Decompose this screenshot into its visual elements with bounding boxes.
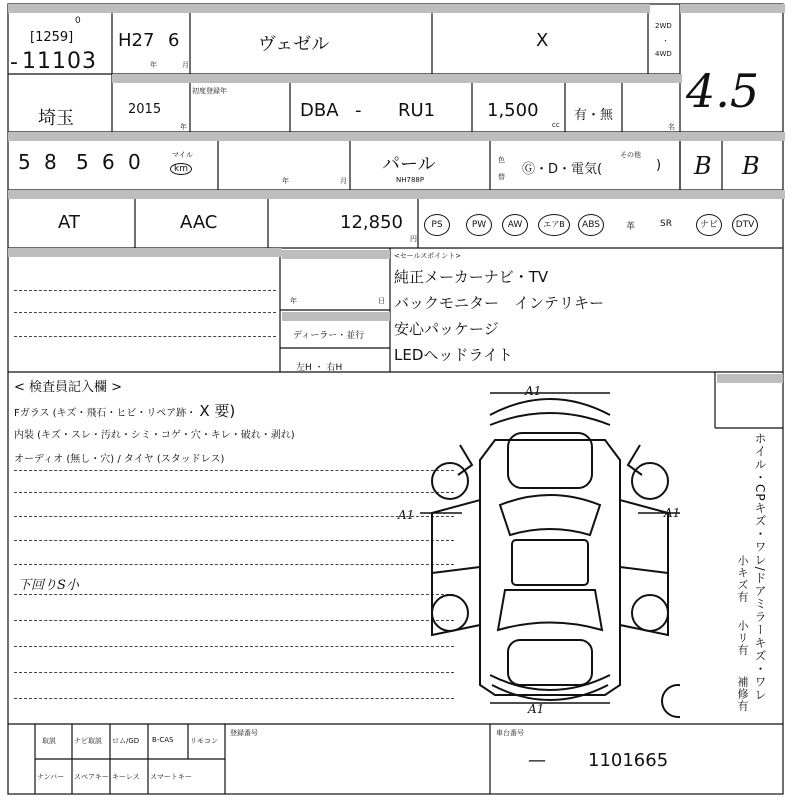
- inspector-line-glass: [14, 400, 235, 421]
- equip-dtv: DTV: [732, 214, 758, 236]
- car-diagram: [420, 385, 680, 720]
- inspection-day-unit: 日: [378, 297, 385, 305]
- model-dash: -: [355, 100, 362, 121]
- chassis-number: 1101665: [588, 750, 669, 771]
- lot-prefix: [1259]: [30, 30, 74, 45]
- reg-number-label: 登録番号: [230, 729, 258, 737]
- glass-text: Fガラス (キズ・飛石・ヒビ・リペア跡・: [14, 408, 197, 419]
- fuel-other: その他: [620, 151, 641, 159]
- mileage-unit-km: km: [170, 163, 192, 175]
- vertical-note-small-scratch: 小キズ有: [736, 555, 749, 603]
- equip-ps: PS: [424, 214, 450, 236]
- displacement-unit: cc: [552, 121, 560, 129]
- import-options: ディーラー・並行: [293, 331, 365, 341]
- era-year: H27: [118, 30, 155, 51]
- recycle-unit: 円: [410, 235, 417, 243]
- mileage-unit-mile: マイル: [172, 151, 193, 159]
- inspection-year-unit: 年: [290, 297, 297, 305]
- footer-item: ナビ取説: [74, 737, 102, 745]
- damage-label-front: A1: [525, 384, 542, 398]
- drive-separator: ・: [662, 37, 669, 45]
- color: パール: [382, 154, 436, 175]
- lot-number: 11103: [22, 49, 97, 74]
- model-prefix: DBA: [300, 100, 339, 121]
- sales-point: 安心パッケージ: [394, 320, 499, 338]
- reg-month: 6: [168, 30, 180, 51]
- footer-item: 取説: [42, 737, 56, 745]
- model-code: RU1: [398, 100, 436, 121]
- equip-sunroof: SR: [660, 219, 672, 229]
- damage-label-right: A1: [664, 506, 681, 520]
- vertical-note-repair: 補修有: [736, 676, 749, 712]
- footer-item: スマートキー: [150, 773, 192, 781]
- equip-airbag: エアB: [538, 214, 570, 236]
- mileage-digit: 5: [76, 150, 89, 174]
- mileage-digit: 6: [102, 150, 115, 174]
- interior-score: B: [694, 152, 712, 180]
- glass-mark: X 要): [199, 402, 236, 420]
- inspector-line-audio: オーディオ (無し・穴) / タイヤ (スタッドレス): [14, 454, 225, 465]
- option-yes-no: 有・無: [574, 108, 614, 123]
- inspector-title: < 検査員記入欄 >: [14, 380, 123, 395]
- year-unit: 年: [150, 61, 157, 69]
- handwritten-note: 下回りS小: [18, 578, 79, 593]
- recycle-fee: 12,850: [340, 212, 403, 233]
- sales-points-label: <セールスポイント>: [394, 252, 462, 260]
- footer-item: B-CAS: [152, 736, 174, 744]
- date-year-unit: 年: [282, 177, 289, 185]
- equip-navi: ナビ: [696, 214, 722, 236]
- displacement: 1,500: [487, 100, 539, 121]
- footer-item: キーレス: [112, 773, 140, 781]
- lot-mark: -: [10, 50, 18, 75]
- grade: X: [536, 30, 549, 51]
- drive-4wd: 4WD: [655, 50, 672, 58]
- month-unit: 月: [182, 61, 189, 69]
- small-mark: 0: [75, 16, 81, 26]
- mileage-digit: 0: [128, 150, 141, 174]
- footer-item: スペアキー: [74, 773, 109, 781]
- sales-point: バックモニター インテリキー: [394, 294, 605, 312]
- equip-abs: ABS: [578, 214, 604, 236]
- mileage: [18, 150, 150, 174]
- fuel-close: ): [656, 158, 662, 173]
- footer-item: ナンバー: [37, 773, 65, 781]
- sales-point: 純正メーカーナビ・TV: [394, 268, 549, 286]
- damage-label-rear: A1: [528, 702, 545, 716]
- equip-pw: PW: [466, 214, 492, 236]
- equip-leather: 革: [626, 222, 636, 232]
- exterior-score: B: [742, 152, 760, 180]
- chassis-label: 車台番号: [496, 729, 524, 737]
- model-year-unit: 年: [180, 123, 187, 131]
- vertical-note-small-dent: 小リ有: [736, 620, 749, 656]
- first-reg-note: 初度登録年: [192, 87, 227, 95]
- footer-item: ロム/GD: [112, 737, 140, 745]
- mileage-digit: 8: [44, 150, 57, 174]
- chassis-dash: —: [528, 750, 546, 771]
- vertical-note-wheels: ホイル・CPキズ・ワレ/ドアミラーキズ・ワレ: [753, 432, 767, 702]
- sales-points: [394, 264, 604, 368]
- footer-item: リモコン: [190, 737, 218, 745]
- color-label-bottom: 替: [498, 173, 505, 181]
- mileage-digit: 5: [18, 150, 31, 174]
- location: 埼玉: [38, 108, 74, 129]
- model-year: 2015: [128, 102, 162, 117]
- transmission: AT: [58, 212, 80, 233]
- overall-score: 4.5: [686, 64, 760, 118]
- color-code: NH788P: [396, 176, 425, 184]
- car-name: ヴェゼル: [258, 34, 330, 55]
- steering-options: 左H ・ 右H: [296, 363, 343, 373]
- drive-2wd: 2WD: [655, 22, 672, 30]
- equip-aw: AW: [502, 214, 528, 236]
- damage-label-left: A1: [398, 508, 415, 522]
- date-month-unit: 月: [340, 177, 347, 185]
- fuel-options: Ⓖ・D・電気(: [522, 162, 603, 177]
- aircon: AAC: [180, 212, 218, 233]
- seats-unit: 名: [668, 123, 675, 131]
- sales-point: LEDヘッドライト: [394, 346, 513, 364]
- color-label-top: 色: [498, 156, 505, 164]
- inspector-line-interior: 内装 (キズ・スレ・汚れ・シミ・コゲ・穴・キレ・破れ・剥れ): [14, 430, 295, 441]
